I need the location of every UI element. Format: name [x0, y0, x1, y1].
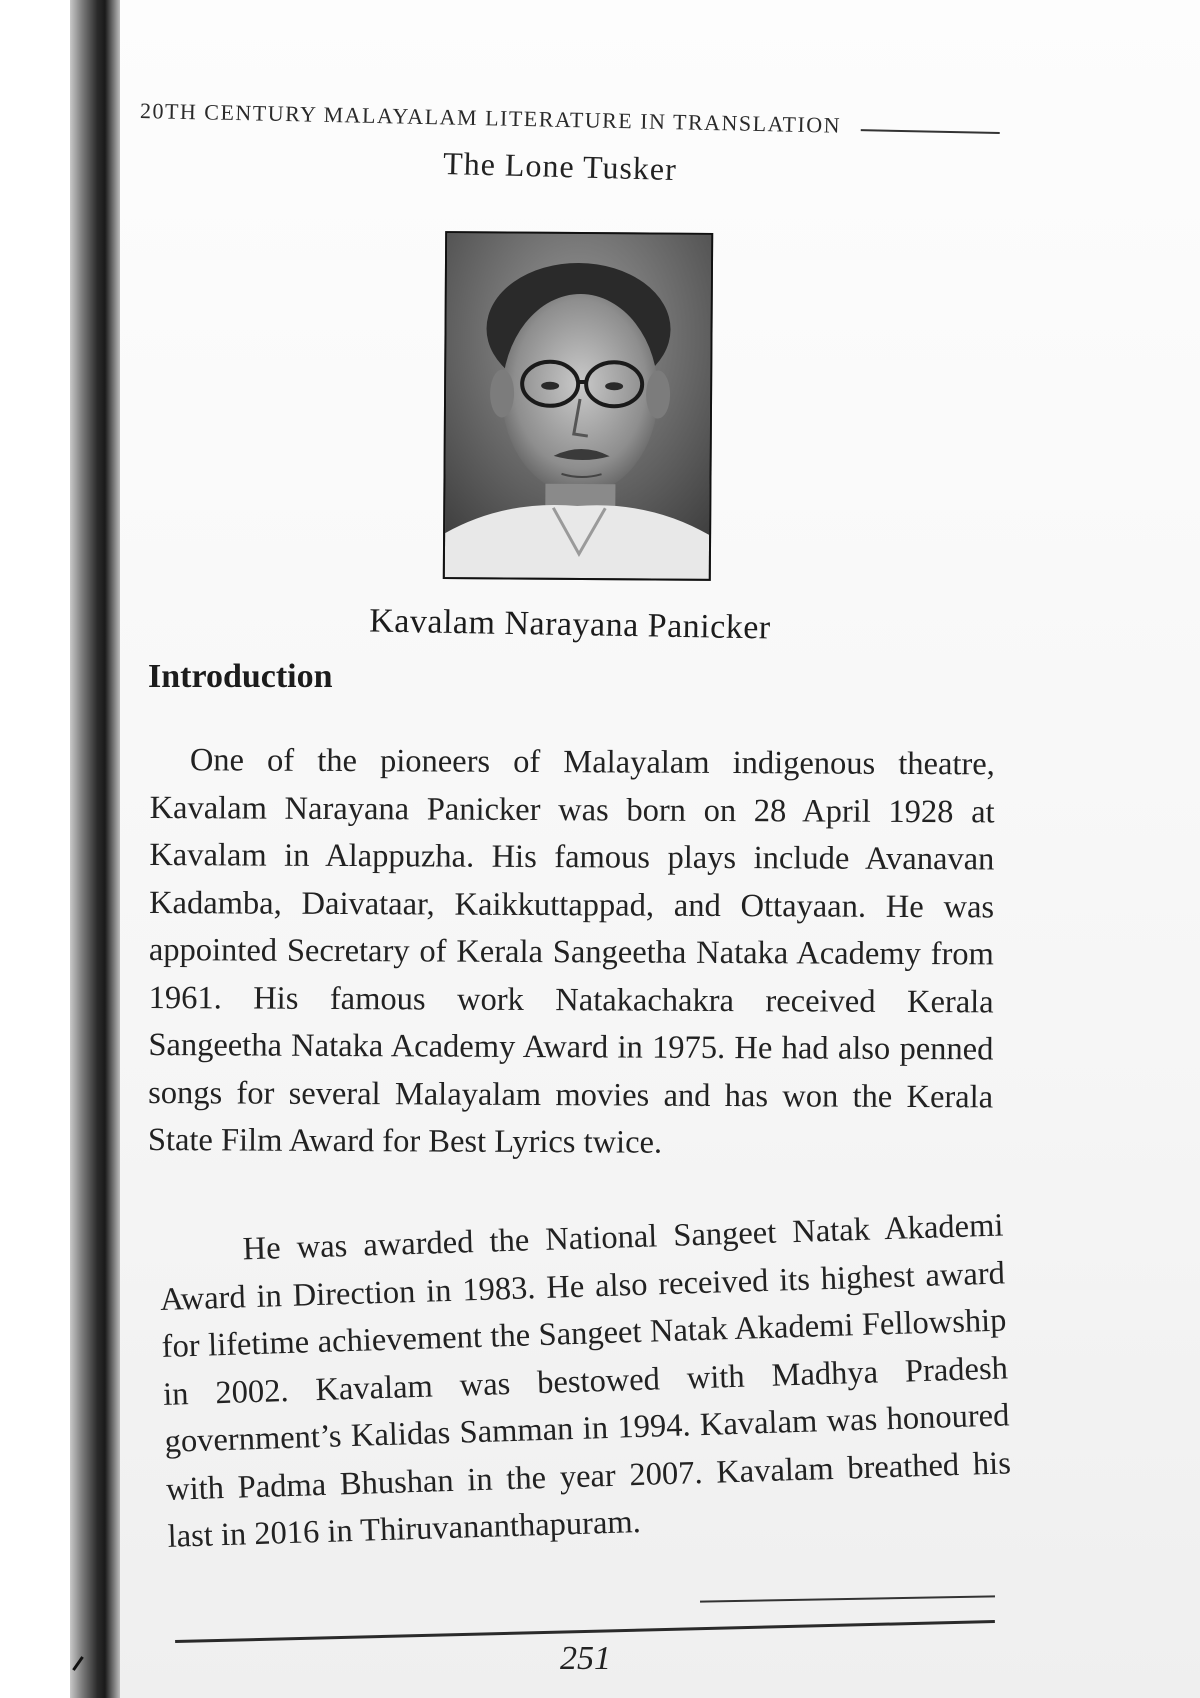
section-heading: Introduction: [148, 658, 333, 695]
scan-background: [0, 0, 70, 1698]
intro-paragraph-2: He was awarded the National Sangeet Natak Akademi Award in Direction in 1983. He also received its highest award for lifetime achievement the Sangeet Natak Akademi Fellowship in 2002. Kavalam was bestowed with Madhya Pradesh government’s Kalidas Samman in 1994. Kavalam was honoured with Padma Bhushan in the year 2007. Kavalam breathed his last in 2016 in Thiruvananthapuram.: [159, 1206, 1012, 1555]
portrait-image: [445, 233, 711, 579]
header-rule: [861, 129, 1000, 134]
author-portrait: [443, 231, 713, 581]
running-header-title: 20TH CENTURY MALAYALAM LITERATURE IN TRANSLATION: [139, 98, 842, 138]
author-name-caption: Kavalam Narayana Panicker: [368, 602, 772, 647]
page-number: 251: [560, 1640, 611, 1677]
book-title: The Lone Tusker: [442, 144, 678, 188]
intro-paragraph-1: One of the pioneers of Malayalam indigenous theatre, Kavalam Narayana Panicker was born on 28 April 1928 at Kavalam in Alappuzha. His famous plays include Avanavan Kadamba, Daivataar, Kaikkuttappad, and Ottayaan. He was appointed Secretary of Kerala Sangeetha Nataka Academy from 1961. His famous work Natakachakra received Kerala Sangeetha Nataka Academy Award in 1975. He had also penned songs for several Malayalam movies and has won the Kerala State Film Award for Best Lyrics twice.: [147, 741, 995, 1161]
page-spine-shadow: [70, 0, 120, 1698]
